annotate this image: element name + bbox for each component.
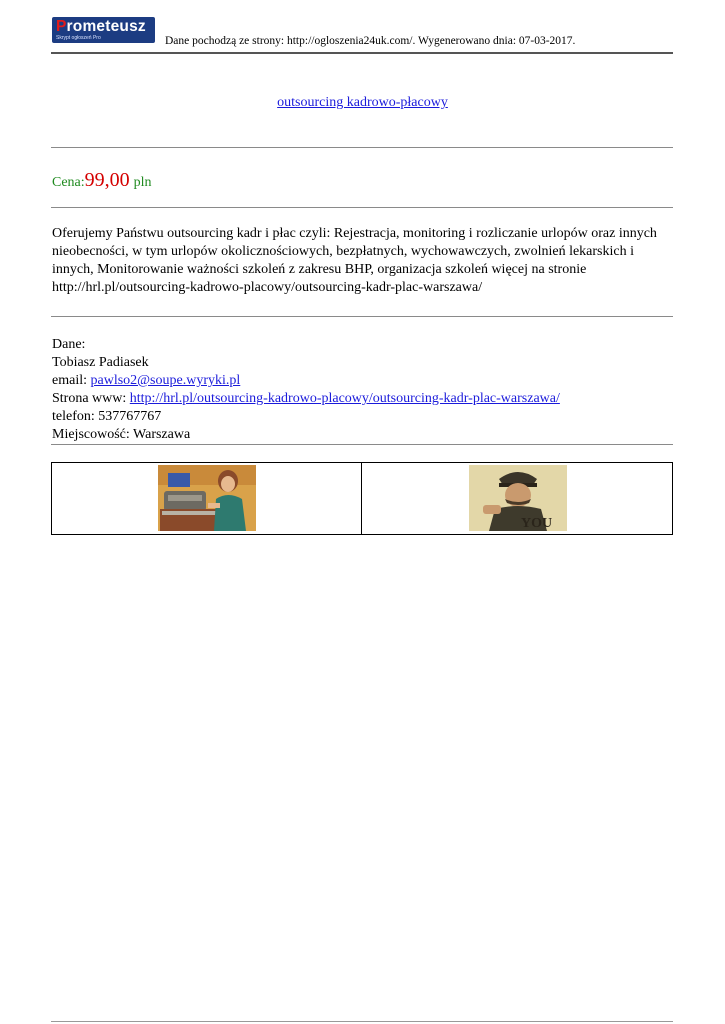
- contact-email-row: [52, 372, 560, 390]
- logo-wordmark: Prometeusz: [56, 18, 146, 35]
- contact-city-row: [52, 426, 560, 444]
- price: [52, 169, 152, 192]
- phone-value: 537767767: [98, 409, 162, 424]
- city-value: Warszawa: [133, 427, 191, 442]
- price-value: 99,00: [84, 169, 130, 191]
- divider: [51, 207, 673, 208]
- divider: [51, 147, 673, 148]
- poster-image[interactable]: [469, 465, 567, 531]
- office-worker-image[interactable]: [158, 465, 256, 531]
- email-link[interactable]: pawlso2@soupe.wyryki.pl: [90, 373, 241, 388]
- www-label: Strona www:: [52, 391, 130, 406]
- price-label: Cena:: [52, 175, 85, 190]
- www-link[interactable]: http://hrl.pl/outsourcing-kadrowo-placowy/outsourcing-kadr-plac-warszawa/: [129, 391, 560, 406]
- phone-label: telefon:: [52, 409, 99, 424]
- contact-www-row: [52, 390, 560, 408]
- source-note: Dane pochodzą ze strony: http://ogloszenia24uk.com/. Wygenerowano dnia: 07-03-2017.: [165, 35, 576, 47]
- footer-divider: [51, 1021, 673, 1022]
- poster-you-text: YOU: [521, 516, 553, 531]
- divider: [51, 444, 673, 445]
- logo-tagline: Skrypt ogłoszeń Pro: [56, 35, 101, 41]
- gallery-cell: [52, 463, 362, 534]
- contact-phone-row: [52, 408, 560, 426]
- price-unit: pln: [133, 175, 152, 190]
- contact-heading: Dane:: [52, 337, 86, 352]
- contact-block: [52, 336, 560, 444]
- image-gallery: [51, 462, 673, 535]
- city-label: Miejscowość:: [52, 427, 134, 442]
- gallery-cell: [362, 463, 671, 534]
- email-label: email:: [52, 373, 91, 388]
- header-divider: [51, 52, 673, 54]
- listing-description: Oferujemy Państwu outsourcing kadr i płac czyli: Rejestracja, monitoring i rozliczanie urlopów oraz innych nieobecności, w tym urlopów okolicznościowych, bezpłatnych, wychowawczych, zwolnień lekarskich i innych, Monitorowanie ważności szkoleń z zakresu BHP, organizacja szkoleń więcej na stronie http://hrl.pl/outsourcing-kadrowo-placowy/outsourcing-kadr-plac-warszawa/: [52, 226, 657, 295]
- listing-title-link[interactable]: outsourcing kadrowo-płacowy: [277, 95, 448, 110]
- contact-name: Tobiasz Padiasek: [52, 355, 149, 370]
- prometeusz-logo: [52, 17, 155, 43]
- divider: [51, 316, 673, 317]
